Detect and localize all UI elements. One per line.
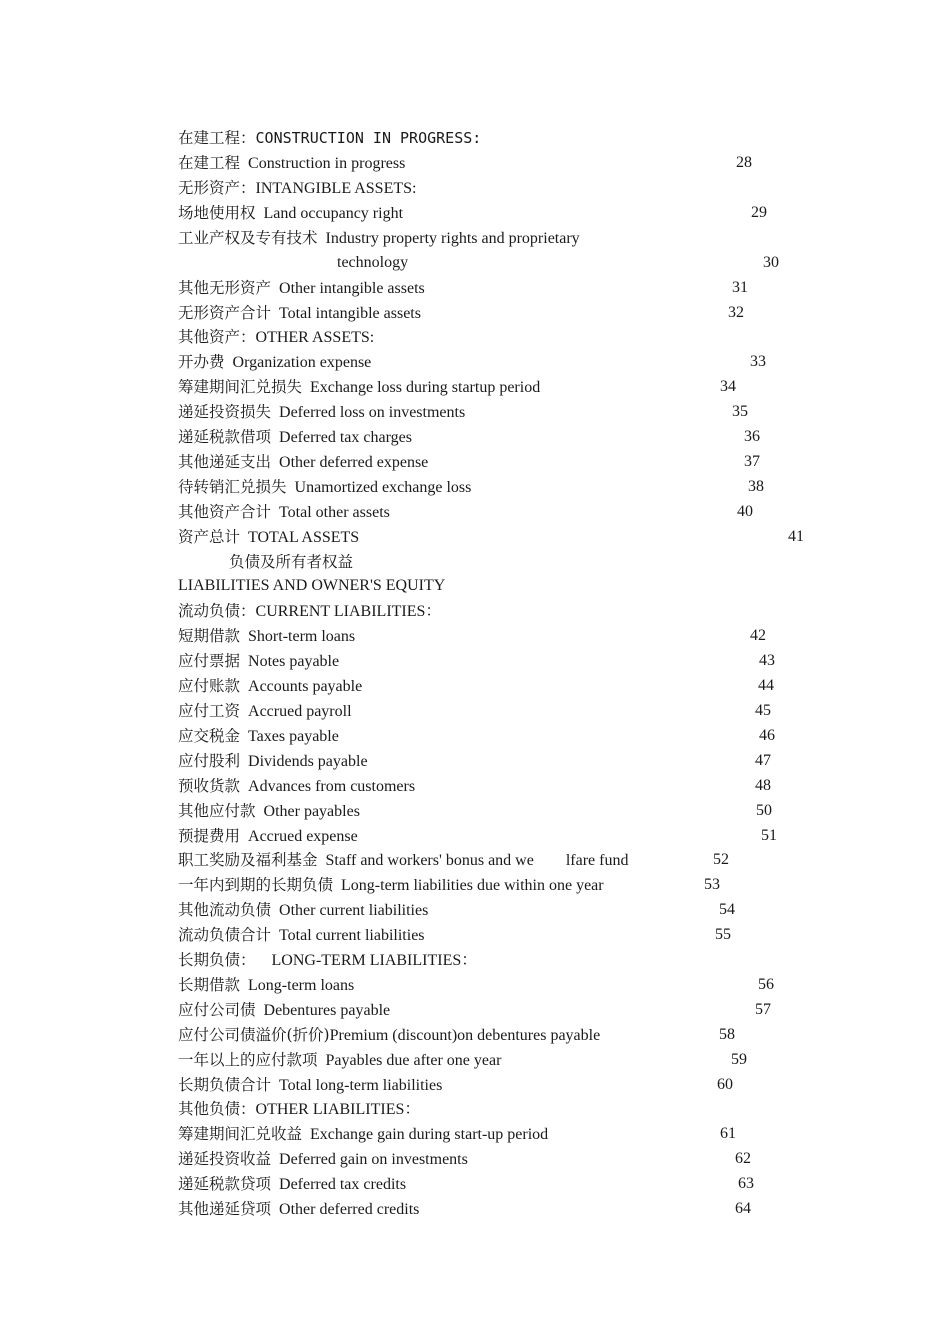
line-number: 29 [751, 204, 767, 221]
chinese-label: 其他递延贷项 [178, 1200, 272, 1218]
line-item [178, 1122, 548, 1146]
english-label: Other deferred expense [279, 454, 429, 471]
chinese-label: 筹建期间汇兑收益 [178, 1125, 303, 1143]
line-item [178, 301, 421, 325]
english-label: TOTAL ASSETS [248, 529, 360, 546]
line-item [178, 824, 358, 848]
line-item [178, 1197, 419, 1221]
chinese-label: 流动负债合计 [178, 926, 272, 944]
line-number: 59 [731, 1051, 747, 1068]
line-item [178, 1023, 600, 1047]
chinese-label: 其他负债： [178, 1100, 256, 1118]
chinese-label: 应付票据 [178, 652, 241, 670]
line-item [178, 724, 339, 748]
chinese-label: 应付账款 [178, 677, 241, 695]
line-item [178, 998, 390, 1022]
english-label: Deferred tax charges [279, 429, 412, 446]
line-item [178, 350, 371, 374]
chinese-label: 其他无形资产 [178, 279, 272, 297]
english-label: Staff and workers' bonus and we lfare fund [325, 852, 629, 869]
chinese-label: 一年内到期的长期负债 [178, 876, 334, 894]
line-number: 30 [763, 254, 779, 271]
chinese-label: 无形资产： [178, 179, 256, 197]
line-number: 56 [758, 976, 774, 993]
english-label: Advances from customers [248, 778, 416, 795]
line-item [178, 1048, 501, 1072]
line-item [178, 799, 360, 823]
chinese-label: 资产总计 [178, 528, 241, 546]
english-label: Total long-term liabilities [279, 1077, 443, 1094]
line-number: 50 [756, 802, 772, 819]
line-number: 43 [759, 652, 775, 669]
line-number: 35 [732, 403, 748, 420]
line-item [178, 774, 415, 798]
english-label: Unamortized exchange loss [294, 479, 472, 496]
english-label: Taxes payable [248, 728, 339, 745]
section-heading-current-liabilities [178, 599, 441, 623]
chinese-label: 其他资产合计 [178, 503, 272, 521]
english-label: Other deferred credits [279, 1201, 420, 1218]
chinese-label: 无形资产合计 [178, 304, 272, 322]
line-number: 38 [748, 478, 764, 495]
line-number: 64 [735, 1200, 751, 1217]
line-number: 53 [704, 876, 720, 893]
line-item [178, 1147, 468, 1171]
line-item [178, 425, 412, 449]
line-item [178, 848, 628, 872]
line-number: 52 [713, 851, 729, 868]
chinese-label: 其他递延支出 [178, 453, 272, 471]
line-item [178, 226, 580, 250]
line-number: 45 [755, 702, 771, 719]
line-number: 54 [719, 901, 735, 918]
line-number: 60 [717, 1076, 733, 1093]
chinese-label: 预提费用 [178, 827, 241, 845]
chinese-label: 应付工资 [178, 702, 241, 720]
line-number: 51 [761, 827, 777, 844]
line-number: 62 [735, 1150, 751, 1167]
line-item [178, 276, 425, 300]
english-label: Industry property rights and proprietary [325, 230, 580, 247]
english-label: Other current liabilities [279, 902, 429, 919]
line-number: 57 [755, 1001, 771, 1018]
chinese-label: 长期负债合计 [178, 1076, 272, 1094]
english-label: CURRENT LIABILITIES： [255, 603, 442, 620]
section-heading-other-assets [178, 325, 374, 349]
line-item [178, 973, 354, 997]
chinese-label: 递延投资收益 [178, 1150, 272, 1168]
line-item [178, 699, 352, 723]
chinese-label: 长期借款 [178, 976, 241, 994]
section-heading-long-term-liabilities [178, 948, 477, 972]
line-number: 36 [744, 428, 760, 445]
chinese-label: 其他应付款 [178, 802, 256, 820]
line-number: 55 [715, 926, 731, 943]
line-item-total-assets [178, 525, 359, 549]
chinese-label: 应付公司债 [178, 1001, 256, 1019]
line-item [178, 450, 428, 474]
english-label: technology [337, 254, 409, 271]
line-number: 58 [719, 1026, 735, 1043]
chinese-label: 开办费 [178, 353, 225, 371]
english-label: Construction in progress [248, 155, 406, 172]
chinese-label: 一年以上的应付款项 [178, 1051, 318, 1069]
line-number: 63 [738, 1175, 754, 1192]
chinese-label: 其他流动负债 [178, 901, 272, 919]
line-number: 28 [736, 154, 752, 171]
english-label: Notes payable [248, 653, 340, 670]
english-label: Debentures payable [263, 1002, 391, 1019]
english-label: Other payables [263, 803, 360, 820]
line-item [178, 375, 540, 399]
english-label: LONG-TERM LIABILITIES： [271, 952, 478, 969]
english-label: Deferred gain on investments [279, 1151, 468, 1168]
english-label: OTHER ASSETS: [255, 329, 375, 346]
english-label: Long-term loans [248, 977, 355, 994]
line-number: 37 [744, 453, 760, 470]
line-item [178, 873, 604, 897]
line-item [178, 151, 405, 175]
chinese-label: 场地使用权 [178, 204, 256, 222]
line-number: 46 [759, 727, 775, 744]
chinese-label: 递延税款贷项 [178, 1175, 272, 1193]
english-label: INTANGIBLE ASSETS: [255, 180, 417, 197]
line-number: 48 [755, 777, 771, 794]
line-number: 32 [728, 304, 744, 321]
line-item [178, 400, 465, 424]
english-label: Accrued payroll [248, 703, 352, 720]
english-label: Other intangible assets [279, 280, 425, 297]
line-item-continuation [337, 251, 408, 275]
line-item [178, 898, 428, 922]
chinese-label: 递延税款借项 [178, 428, 272, 446]
chinese-label: 工业产权及专有技术 [178, 229, 318, 247]
chinese-label: 应交税金 [178, 727, 241, 745]
line-item [178, 1073, 442, 1097]
line-item [178, 649, 339, 673]
section-heading-liabilities-en [178, 574, 445, 598]
line-number: 47 [755, 752, 771, 769]
chinese-label: 长期负债： [178, 951, 256, 969]
line-number: 41 [788, 528, 804, 545]
english-label: Deferred loss on investments [279, 404, 466, 421]
english-label: LIABILITIES AND OWNER'S EQUITY [178, 577, 446, 594]
line-item [178, 923, 425, 947]
chinese-label: 其他资产： [178, 328, 256, 346]
english-label: OTHER LIABILITIES： [255, 1101, 421, 1118]
section-heading-intangible [178, 176, 416, 200]
english-label: Deferred tax credits [279, 1176, 407, 1193]
english-label: Land occupancy right [263, 205, 404, 222]
english-label: Accrued expense [248, 828, 358, 845]
line-item [178, 201, 403, 225]
line-number: 40 [737, 503, 753, 520]
english-label: Total current liabilities [279, 927, 425, 944]
section-heading-construction [178, 126, 481, 150]
line-number: 34 [720, 378, 736, 395]
english-label: Organization expense [232, 354, 372, 371]
english-label: Premium (discount)on debentures payable [329, 1027, 601, 1044]
english-label: Total intangible assets [279, 305, 421, 322]
line-item [178, 475, 471, 499]
section-heading-liabilities-zh [229, 550, 353, 574]
chinese-label: 流动负债： [178, 602, 256, 620]
english-label: Accounts payable [248, 678, 363, 695]
line-number: 33 [750, 353, 766, 370]
chinese-label: 筹建期间汇兑损失 [178, 378, 303, 396]
chinese-label: 应付公司债溢价(折价) [178, 1026, 330, 1044]
english-label: Long-term liabilities due within one year [341, 877, 604, 894]
line-number: 44 [758, 677, 774, 694]
english-label: Total other assets [279, 504, 390, 521]
chinese-label: 职工奖励及福利基金 [178, 851, 318, 869]
line-item [178, 674, 362, 698]
section-heading-other-liabilities [178, 1097, 420, 1121]
english-label: Short-term loans [248, 628, 356, 645]
english-label: Exchange loss during startup period [310, 379, 541, 396]
chinese-label: 应付股利 [178, 752, 241, 770]
line-item [178, 1172, 406, 1196]
chinese-label: 短期借款 [178, 627, 241, 645]
line-number: 42 [750, 627, 766, 644]
chinese-label: 预收货款 [178, 777, 241, 795]
chinese-label: 待转销汇兑损失 [178, 478, 287, 496]
english-label: Exchange gain during start-up period [310, 1126, 549, 1143]
line-item [178, 624, 355, 648]
chinese-label: 递延投资损失 [178, 403, 272, 421]
english-label: Payables due after one year [325, 1052, 502, 1069]
line-item [178, 500, 390, 524]
line-number: 61 [720, 1125, 736, 1142]
line-item [178, 749, 368, 773]
english-label: Dividends payable [248, 753, 368, 770]
chinese-label: 在建工程 [178, 154, 241, 172]
english-label: CONSTRUCTION IN PROGRESS: [255, 129, 482, 147]
chinese-label: 在建工程： [178, 129, 256, 147]
line-number: 31 [732, 279, 748, 296]
chinese-label: 负债及所有者权益 [229, 553, 354, 571]
